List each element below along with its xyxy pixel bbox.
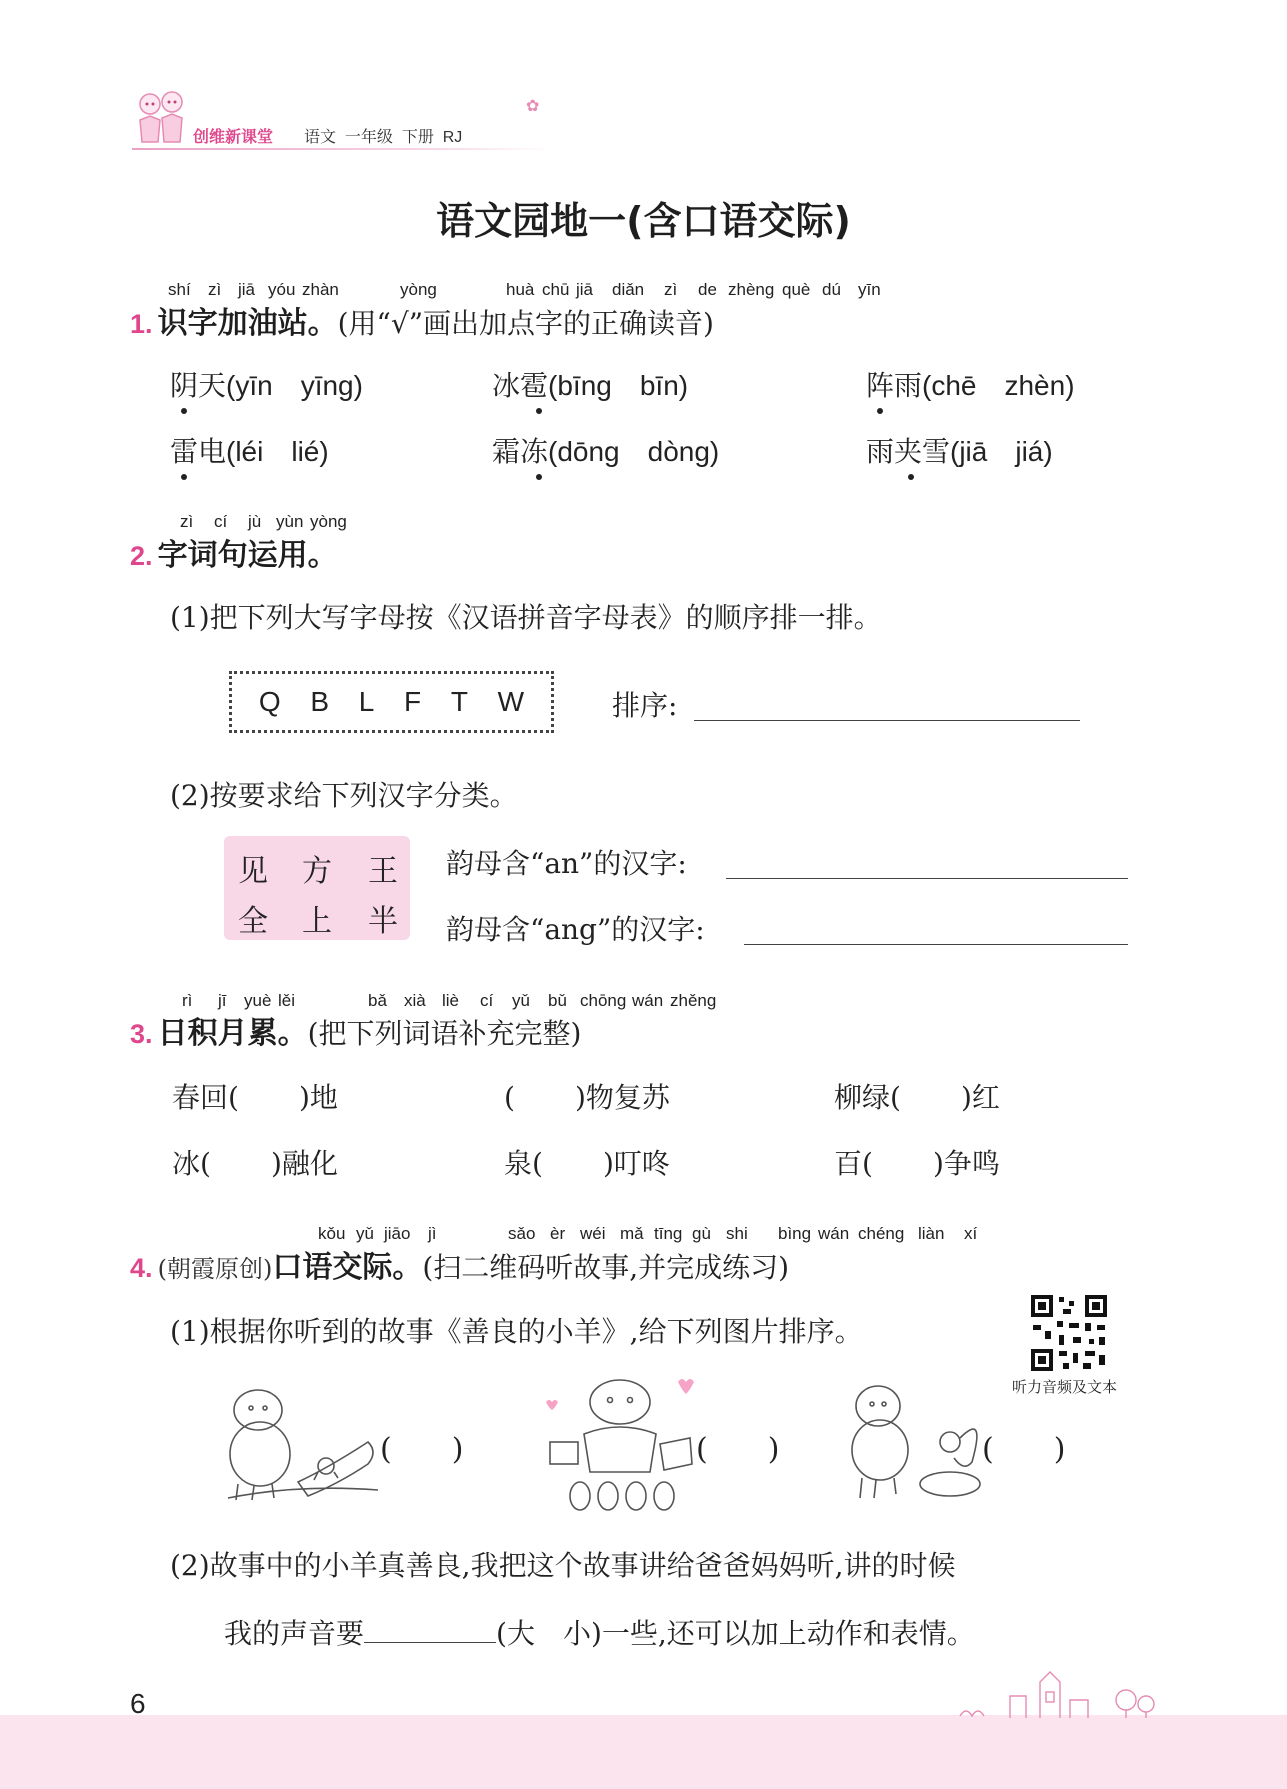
idiom-item: 冰( )融化 bbox=[172, 1147, 338, 1180]
idiom-item: ( )物复苏 bbox=[504, 1081, 670, 1114]
idiom-item: 春回( )地 bbox=[172, 1081, 338, 1114]
q4-part2-line1: (2)故事中的小羊真善良,我把这个故事讲给爸爸妈妈听,讲的时候 bbox=[170, 1549, 956, 1582]
qr-code-icon[interactable] bbox=[1029, 1293, 1109, 1373]
idiom-item: 柳绿( )红 bbox=[834, 1081, 1000, 1114]
flower-icon: ✿ bbox=[526, 96, 540, 115]
q1-item: 阵雨(chē zhèn) bbox=[866, 369, 1075, 402]
q1-heading: 识字加油站。 bbox=[157, 306, 338, 341]
q4-pinyin: kǒu yǔ jiāo jì sǎo èr wéi mǎ tīng gù shi bìng wán chéng liàn xí bbox=[318, 1224, 978, 1243]
edition: RJ bbox=[442, 129, 463, 146]
emphasis-dot bbox=[536, 474, 542, 480]
letter: W bbox=[497, 686, 525, 717]
q2-pinyin: zì cí jù yùn yòng bbox=[180, 512, 347, 531]
q3-note: (把下列词语补充完整) bbox=[307, 1017, 582, 1050]
q3-heading: 日积月累。 bbox=[157, 1016, 308, 1051]
order-answer-line[interactable] bbox=[694, 720, 1080, 721]
q1-item: 冰雹(bīng bīn) bbox=[492, 369, 689, 402]
emphasis-dot bbox=[536, 408, 542, 414]
char: 见 bbox=[238, 854, 268, 889]
letter-box bbox=[229, 671, 554, 733]
q1-pinyin: shí zì jiā yóu zhàn yòng huà chū jiā diǎn zì de zhèng què dú yīn bbox=[168, 280, 881, 299]
q2-part2: (2)按要求给下列汉字分类。 bbox=[170, 779, 518, 812]
q4-source: (朝霞原创) bbox=[157, 1255, 273, 1283]
castle-decoration bbox=[950, 1652, 1170, 1722]
brand-name: 创维新课堂 bbox=[193, 129, 274, 146]
q1-note: (用“√”画出加点字的正确读音) bbox=[337, 307, 714, 340]
header-divider bbox=[132, 148, 552, 150]
char-box bbox=[224, 836, 410, 940]
letter: Q bbox=[258, 686, 281, 717]
order-blank[interactable]: ( ) bbox=[982, 1432, 1066, 1467]
emphasis-dot bbox=[877, 408, 883, 414]
ang-label: 韵母含“ang”的汉字: bbox=[446, 913, 705, 946]
q1-item: 雨夹雪(jiā jiá) bbox=[866, 435, 1053, 468]
page-number: 6 bbox=[130, 1688, 146, 1719]
q2-heading: 字词句运用。 bbox=[157, 538, 338, 573]
sheep-picture-1 bbox=[218, 1372, 388, 1507]
letter: L bbox=[358, 686, 375, 717]
q1-item: 霜冻(dōng dòng) bbox=[492, 435, 720, 468]
book-info bbox=[304, 124, 462, 147]
order-blank[interactable]: ( ) bbox=[380, 1432, 464, 1467]
volume: 下册 bbox=[401, 129, 434, 146]
sheep-picture-3 bbox=[846, 1372, 996, 1507]
an-answer-line[interactable] bbox=[726, 878, 1128, 879]
idiom-item: 泉( )叮咚 bbox=[504, 1147, 670, 1180]
char: 上 bbox=[302, 904, 332, 939]
letter: F bbox=[404, 686, 422, 717]
letter: T bbox=[450, 686, 468, 717]
footer-band bbox=[0, 1715, 1287, 1789]
emphasis-dot bbox=[181, 408, 187, 414]
q1-item: 阴天(yīn yīng) bbox=[170, 369, 363, 402]
an-label: 韵母含“an”的汉字: bbox=[446, 847, 687, 880]
voice-answer-blank[interactable] bbox=[364, 1616, 496, 1643]
order-label: 排序: bbox=[612, 689, 678, 722]
order-blank[interactable]: ( ) bbox=[696, 1432, 780, 1467]
emphasis-dot bbox=[181, 474, 187, 480]
char: 王 bbox=[368, 854, 398, 889]
q4-header bbox=[130, 1242, 789, 1286]
q4-heading: 口语交际。 bbox=[272, 1250, 423, 1285]
char: 全 bbox=[238, 904, 268, 939]
sheep-picture-2 bbox=[540, 1372, 700, 1517]
q2-number: 2. bbox=[130, 541, 153, 571]
q1-item: 雷电(léi lié) bbox=[170, 435, 329, 468]
qr-caption: 听力音频及文本 bbox=[1012, 1378, 1118, 1396]
q3-number: 3. bbox=[130, 1019, 153, 1049]
q3-header bbox=[130, 1008, 581, 1052]
q4-number: 4. bbox=[130, 1253, 153, 1283]
letter: B bbox=[310, 686, 330, 717]
q4-part2-line2: 我的声音要 (大 小)一些,还可以加上动作和表情。 bbox=[224, 1617, 975, 1650]
q3-pinyin: rì jī yuè lěi bǎ xià liè cí yǔ bǔ chōng wán zhěng bbox=[182, 991, 717, 1010]
q1-number: 1. bbox=[130, 309, 153, 339]
page-title: 语文园地一(含口语交际) bbox=[436, 199, 851, 243]
char: 半 bbox=[368, 904, 398, 939]
q4-part1: (1)根据你听到的故事《善良的小羊》,给下列图片排序。 bbox=[170, 1315, 863, 1348]
q2-part1: (1)把下列大写字母按《汉语拼音字母表》的顺序排一排。 bbox=[170, 601, 882, 634]
char: 方 bbox=[302, 854, 332, 889]
grade: 一年级 bbox=[344, 129, 393, 146]
q1-header bbox=[130, 298, 714, 342]
subject: 语文 bbox=[304, 129, 337, 146]
emphasis-dot bbox=[908, 474, 914, 480]
ang-answer-line[interactable] bbox=[744, 944, 1128, 945]
idiom-item: 百( )争鸣 bbox=[834, 1147, 1000, 1180]
q2-header bbox=[130, 530, 338, 574]
header-children-illustration bbox=[128, 86, 194, 152]
q4-note: (扫二维码听故事,并完成练习) bbox=[422, 1251, 790, 1284]
